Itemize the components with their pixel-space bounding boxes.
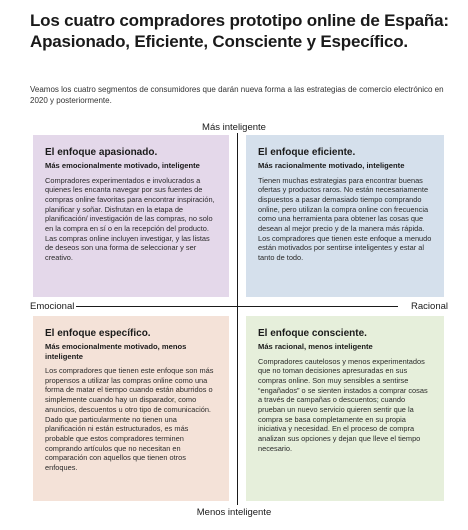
horizontal-axis-line	[76, 306, 398, 307]
quadrant-body: Los compradores que tienen este enfoque son más propensos a utilizar las compras online como una forma de matar el tiempo cuando están aburridos o simplemente cuando hay un disparador, como anuncios, descuentos u otro tipo de comunicación. Dado que particularmente no tienen una planificación ni están estructurados, es más probable que estos compradores terminen comprando artículos que no necesitan en comparación con aquellos que tienen otros enfoques.	[45, 366, 214, 473]
quadrant-body: Tienen muchas estrategias para encontrar buenas ofertas y productos raros. No están necesariamente dispuestos a pasar demasiado tiempo comprando online, pero utilizan la compra online con frecuencia como una herramienta para obtener las cosas que desean al mejor precio y de la manera más rápida. Los compradores que tienen este enfoque a menudo están motivados por sentirse inteligentes y estar al tanto de todo.	[258, 175, 432, 263]
page-title: Los cuatro compradores prototipo online de España: Apasionado, Eficiente, Consciente y Específico.	[30, 11, 449, 51]
page-subtitle: Veamos los cuatro segmentos de consumidores que darán nueva forma a las estrategias de comercio electrónico en 2020 y posteriormente.	[30, 85, 444, 105]
quadrant-subheading: Más racional, menos inteligente	[258, 342, 373, 351]
quadrant-heading: El enfoque apasionado.	[45, 147, 158, 158]
quadrant-passionate	[33, 135, 229, 297]
vertical-axis-line	[237, 133, 238, 505]
quadrant-subheading: Más emocionalmente motivado, inteligente	[45, 161, 200, 170]
quadrant-efficient	[246, 135, 444, 297]
quadrant-heading: El enfoque específico.	[45, 328, 151, 339]
quadrant-body: Compradores cautelosos y menos experimentados que no toman decisiones apresuradas en sus compras online. Son muy sensibles a sentirse “engañados” o se sienten instados a comprar cosas a través de campañas o descuentos; cuando prueban un nuevo servicio quieren sentir que la compra se basa completamente en su propia iniciativa y necesidad. En el proceso de compra analizan sus opciones y dejan que lleve el tiempo necesario.	[258, 356, 428, 453]
axis-label-bottom: Menos inteligente	[196, 507, 272, 518]
quadrant-body: Compradores experimentados e involucrados a quienes les encanta navegar por sus fuentes de compras online favoritas para encontrar inspiración, planificar y soñar. Disfrutan en la etapa de planificación/ investigación de las compras, no solo en la compra en sí o en la recepción del producto. Las compras online incluyen investigar, y las listas de deseos son una forma de seleccionar y ser creativo.	[45, 175, 215, 263]
axis-label-right: Racional	[411, 301, 448, 312]
quadrant-specific	[33, 316, 229, 501]
quadrant-heading: El enfoque consciente.	[258, 328, 367, 339]
quadrant-heading: El enfoque eficiente.	[258, 147, 356, 158]
quadrant-subheading: Más racionalmente motivado, inteligente	[258, 161, 405, 170]
quadrant-subheading: Más emocionalmente motivado, menos inteligente	[45, 342, 187, 361]
quadrant-conscious	[246, 316, 444, 501]
axis-label-left: Emocional	[30, 301, 75, 312]
axis-label-top: Más inteligente	[202, 122, 266, 133]
